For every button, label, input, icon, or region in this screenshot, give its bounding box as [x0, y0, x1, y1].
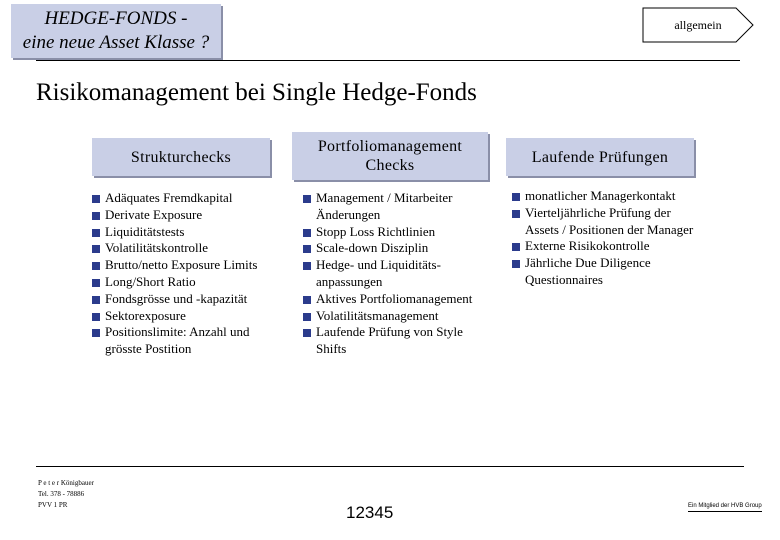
list-item-text: Vierteljährliche Prüfung der Assets / Positionen der Manager — [525, 204, 694, 237]
list-item — [303, 324, 493, 358]
square-bullet-icon — [512, 260, 520, 268]
title-line-1: HEDGE-FONDS - — [44, 8, 188, 29]
list-item — [512, 255, 700, 289]
column-heading-text: Strukturchecks — [130, 148, 232, 166]
presentation-title-box — [11, 4, 221, 58]
square-bullet-icon — [303, 329, 311, 337]
list-item — [92, 324, 282, 358]
list-item — [512, 205, 700, 239]
strukturchecks-list — [92, 190, 282, 358]
square-bullet-icon — [303, 296, 311, 304]
square-bullet-icon — [303, 195, 311, 203]
footer-group-note: Ein Mitglied der HVB Group — [688, 502, 762, 512]
footer-author-block — [38, 478, 94, 511]
square-bullet-icon — [303, 245, 311, 253]
list-item-text: monatlicher Managerkontakt — [525, 188, 676, 203]
top-divider — [36, 60, 740, 61]
list-item — [92, 274, 282, 291]
list-item — [92, 240, 282, 257]
square-bullet-icon — [92, 229, 100, 237]
list-item-text: Laufende Prüfung von Style Shifts — [316, 324, 463, 357]
laufende-pruefungen-list — [512, 188, 700, 289]
column-heading-laufende-pruefungen — [506, 138, 694, 176]
square-bullet-icon — [92, 195, 100, 203]
list-item — [303, 308, 493, 325]
square-bullet-icon — [303, 313, 311, 321]
square-bullet-icon — [92, 296, 100, 304]
list-item-text: Derivate Exposure — [105, 206, 203, 222]
column-heading-text: Portfoliomanagement Checks — [317, 138, 463, 174]
square-bullet-icon — [92, 279, 100, 287]
list-item-text: Stopp Loss Richtlinien — [316, 223, 436, 239]
list-item-text: Volatilitätsmanagement — [316, 307, 439, 323]
list-item-text: Jährliche Due Diligence Questionnaires — [525, 255, 651, 287]
list-item — [512, 238, 700, 255]
list-item-text: Hedge- und Liquiditäts-anpassungen — [316, 257, 441, 289]
section-tag — [642, 7, 754, 43]
slide-title: Risikomanagement bei Single Hedge-Fonds — [36, 79, 477, 106]
footer-phone: Tel. 378 - 78886 — [38, 490, 85, 498]
list-item — [303, 291, 493, 308]
list-item — [92, 257, 282, 274]
list-item-text: Liquiditätstests — [105, 223, 185, 239]
square-bullet-icon — [92, 262, 100, 270]
list-item-text: Fondsgrösse und -kapazität — [105, 290, 248, 306]
list-item — [92, 291, 282, 308]
list-item-text: Adäquates Fremdkapital — [105, 190, 233, 205]
list-item — [303, 257, 493, 291]
list-item-text: Externe Risikokontrolle — [525, 238, 650, 254]
list-item-text: Management / Mitarbeiter Änderungen — [316, 190, 453, 222]
column-heading-strukturchecks — [92, 138, 270, 176]
portfoliomanagement-list — [303, 190, 493, 358]
square-bullet-icon — [92, 212, 100, 220]
list-item — [303, 240, 493, 257]
list-item — [92, 190, 282, 207]
square-bullet-icon — [92, 313, 100, 321]
list-item-text: Long/Short Ratio — [105, 273, 196, 289]
list-item-text: Volatilitätskontrolle — [105, 240, 209, 256]
footer-author: P e t e r Königbauer — [38, 479, 94, 487]
list-item-text: Positionslimite: Anzahl und grösste Postition — [105, 324, 250, 357]
list-item-text: Brutto/netto Exposure Limits — [105, 257, 258, 273]
square-bullet-icon — [92, 329, 100, 337]
square-bullet-icon — [512, 243, 520, 251]
list-item — [92, 224, 282, 241]
list-item — [92, 308, 282, 325]
list-item-text: Aktives Portfoliomanagement — [316, 290, 473, 306]
square-bullet-icon — [512, 193, 520, 201]
bottom-divider — [36, 466, 744, 467]
list-item — [303, 224, 493, 241]
list-item — [303, 190, 493, 224]
list-item — [512, 188, 700, 205]
square-bullet-icon — [303, 229, 311, 237]
square-bullet-icon — [512, 210, 520, 218]
tag-label: allgemein — [674, 17, 722, 32]
column-heading-text: Laufende Prüfungen — [531, 148, 669, 166]
list-item — [92, 207, 282, 224]
footer-department: PVV 1 PR — [38, 501, 68, 509]
list-item-text: Sektorexposure — [105, 307, 186, 323]
column-heading-portfoliomanagement — [292, 132, 488, 180]
list-item-text: Scale-down Disziplin — [316, 240, 429, 256]
square-bullet-icon — [92, 245, 100, 253]
square-bullet-icon — [303, 262, 311, 270]
page-number: 12345 — [346, 503, 394, 522]
title-line-2: eine neue Asset Klasse ? — [22, 32, 210, 53]
